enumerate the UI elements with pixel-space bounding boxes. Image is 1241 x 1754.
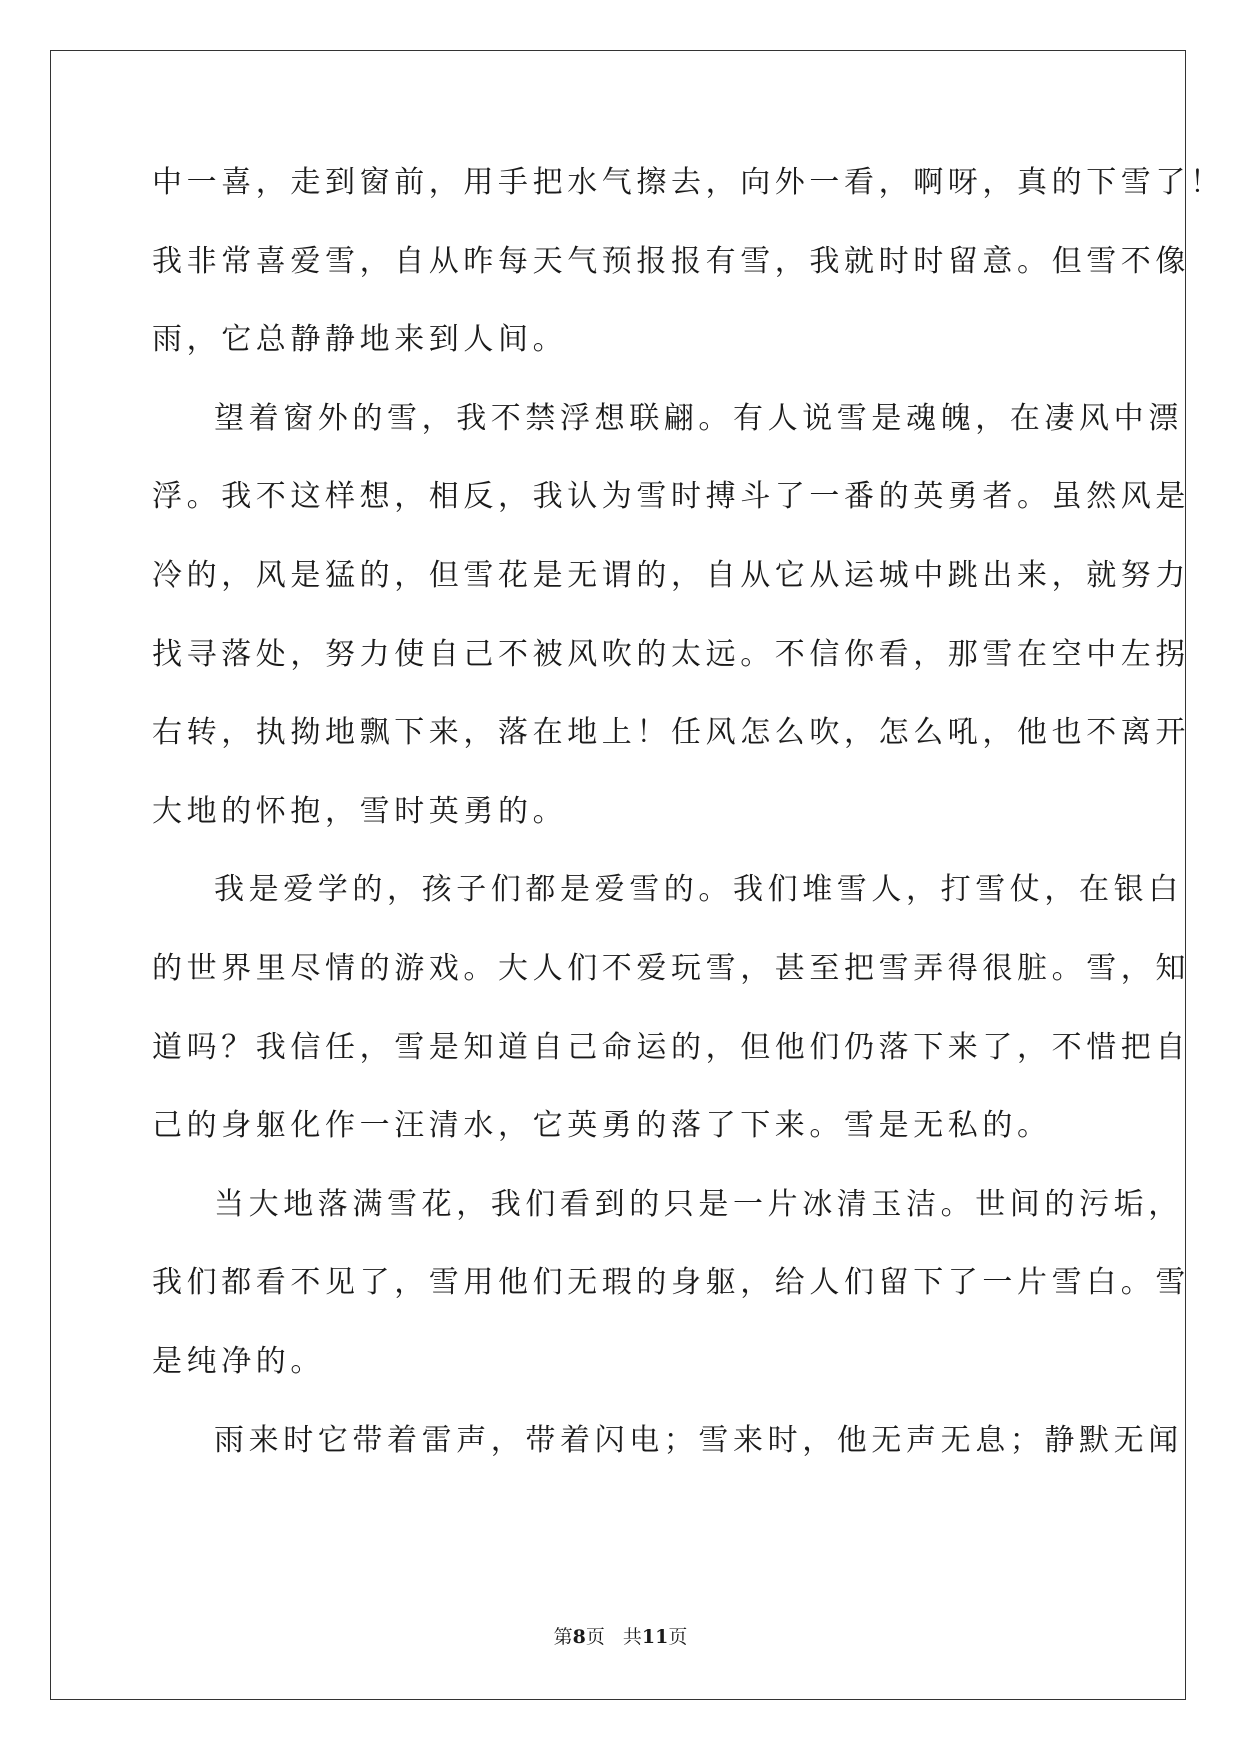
page-suffix: 页 bbox=[585, 1626, 605, 1648]
page-footer bbox=[0, 1625, 1241, 1649]
text-line-11: 的世界里尽情的游戏。大人们不爱玩雪，甚至把雪弄得很脏。雪，知 bbox=[152, 950, 1190, 986]
text-line-4: 望着窗外的雪，我不禁浮想联翩。有人说雪是魂魄，在凄风中漂 bbox=[214, 400, 1183, 436]
text-line-10: 我是爱学的，孩子们都是爱雪的。我们堆雪人，打雪仗，在银白 bbox=[214, 872, 1183, 908]
text-line-8: 右转，执拗地飘下来，落在地上！任风怎么吹，怎么吼，他也不离开 bbox=[152, 715, 1190, 751]
text-line-5: 浮。我不这样想，相反，我认为雪时搏斗了一番的英勇者。虽然风是 bbox=[152, 479, 1190, 515]
text-line-9: 大地的怀抱，雪时英勇的。 bbox=[152, 793, 568, 829]
page-prefix: 第 bbox=[553, 1626, 573, 1648]
document-body bbox=[152, 144, 1225, 1480]
text-line-3: 雨，它总静静地来到人间。 bbox=[152, 322, 568, 358]
text-line-17: 雨来时它带着雷声，带着闪电；雪来时，他无声无息；静默无闻 bbox=[214, 1422, 1183, 1458]
total-pages: 11 bbox=[641, 1626, 669, 1648]
text-line-15: 我们都看不见了，雪用他们无瑕的身躯，给人们留下了一片雪白。雪 bbox=[152, 1265, 1190, 1301]
text-line-7: 找寻落处，努力使自己不被风吹的太远。不信你看，那雪在空中左拐 bbox=[152, 636, 1190, 672]
text-line-14: 当大地落满雪花，我们看到的只是一片冰清玉洁。世间的污垢， bbox=[214, 1186, 1183, 1222]
total-prefix: 共 bbox=[622, 1626, 642, 1648]
page-number: 8 bbox=[572, 1626, 586, 1648]
text-line-6: 冷的，风是猛的，但雪花是无谓的，自从它从运城中跳出来，就努力 bbox=[152, 557, 1190, 593]
text-line-13: 己的身躯化作一汪清水，它英勇的落了下来。雪是无私的。 bbox=[152, 1108, 1052, 1144]
total-suffix: 页 bbox=[668, 1626, 688, 1648]
text-line-2: 我非常喜爱雪，自从昨每天气预报报有雪，我就时时留意。但雪不像 bbox=[152, 243, 1190, 279]
text-line-1: 中一喜，走到窗前，用手把水气擦去，向外一看，啊呀，真的下雪了！ bbox=[152, 165, 1225, 200]
text-line-12: 道吗？我信任，雪是知道自己命运的，但他们仍落下来了，不惜把自 bbox=[152, 1029, 1190, 1065]
text-line-16: 是纯净的。 bbox=[152, 1343, 325, 1379]
